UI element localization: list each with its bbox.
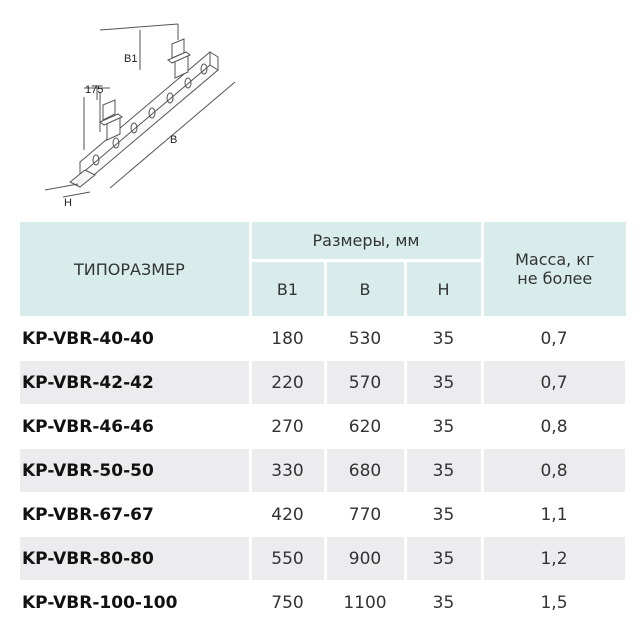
cell-name: KP-VBR-100-100: [20, 581, 250, 624]
cell-b1: 180: [250, 317, 325, 361]
cell-b: 1100: [325, 581, 405, 624]
header-b1: B1: [250, 261, 325, 317]
cell-h: 35: [405, 405, 482, 449]
cell-b: 570: [325, 361, 405, 405]
cell-mass: 1,2: [482, 537, 626, 581]
table-row: [20, 581, 626, 624]
cell-b1: 550: [250, 537, 325, 581]
cell-h: 35: [405, 317, 482, 361]
cell-h: 35: [405, 581, 482, 624]
cell-name: KP-VBR-42-42: [20, 361, 250, 405]
label-b1: B1: [124, 53, 137, 65]
table-row: [20, 317, 626, 361]
table-row: [20, 405, 626, 449]
cell-b1: 330: [250, 449, 325, 493]
cell-h: 35: [405, 361, 482, 405]
cell-b1: 750: [250, 581, 325, 624]
cell-mass: 0,8: [482, 405, 626, 449]
header-b: B: [325, 261, 405, 317]
cell-b: 620: [325, 405, 405, 449]
label-175: 175: [85, 84, 103, 96]
header-mass: [482, 222, 626, 317]
cell-name: KP-VBR-46-46: [20, 405, 250, 449]
table-row: [20, 361, 626, 405]
table-row: [20, 537, 626, 581]
cell-name: KP-VBR-50-50: [20, 449, 250, 493]
cell-b: 900: [325, 537, 405, 581]
cell-b1: 420: [250, 493, 325, 537]
header-h: H: [405, 261, 482, 317]
cell-name: KP-VBR-67-67: [20, 493, 250, 537]
cell-mass: 0,8: [482, 449, 626, 493]
cell-mass: 0,7: [482, 317, 626, 361]
spec-table: [20, 222, 628, 624]
cell-b: 770: [325, 493, 405, 537]
rail-drawing: [0, 0, 260, 215]
table-row: [20, 449, 626, 493]
cell-h: 35: [405, 493, 482, 537]
cell-name: KP-VBR-40-40: [20, 317, 250, 361]
cell-b: 680: [325, 449, 405, 493]
cell-b1: 220: [250, 361, 325, 405]
header-mass-text: Масса, кг не более: [515, 250, 594, 288]
table-row: [20, 493, 626, 537]
header-type: ТИПОРАЗМЕР: [20, 222, 250, 317]
cell-b1: 270: [250, 405, 325, 449]
cell-b: 530: [325, 317, 405, 361]
cell-name: KP-VBR-80-80: [20, 537, 250, 581]
cell-mass: 1,1: [482, 493, 626, 537]
cell-h: 35: [405, 537, 482, 581]
header-dimensions: Размеры, мм: [250, 222, 482, 261]
cell-mass: 1,5: [482, 581, 626, 624]
cell-mass: 0,7: [482, 361, 626, 405]
label-h: H: [64, 197, 72, 209]
label-b: B: [170, 134, 177, 146]
cell-h: 35: [405, 449, 482, 493]
